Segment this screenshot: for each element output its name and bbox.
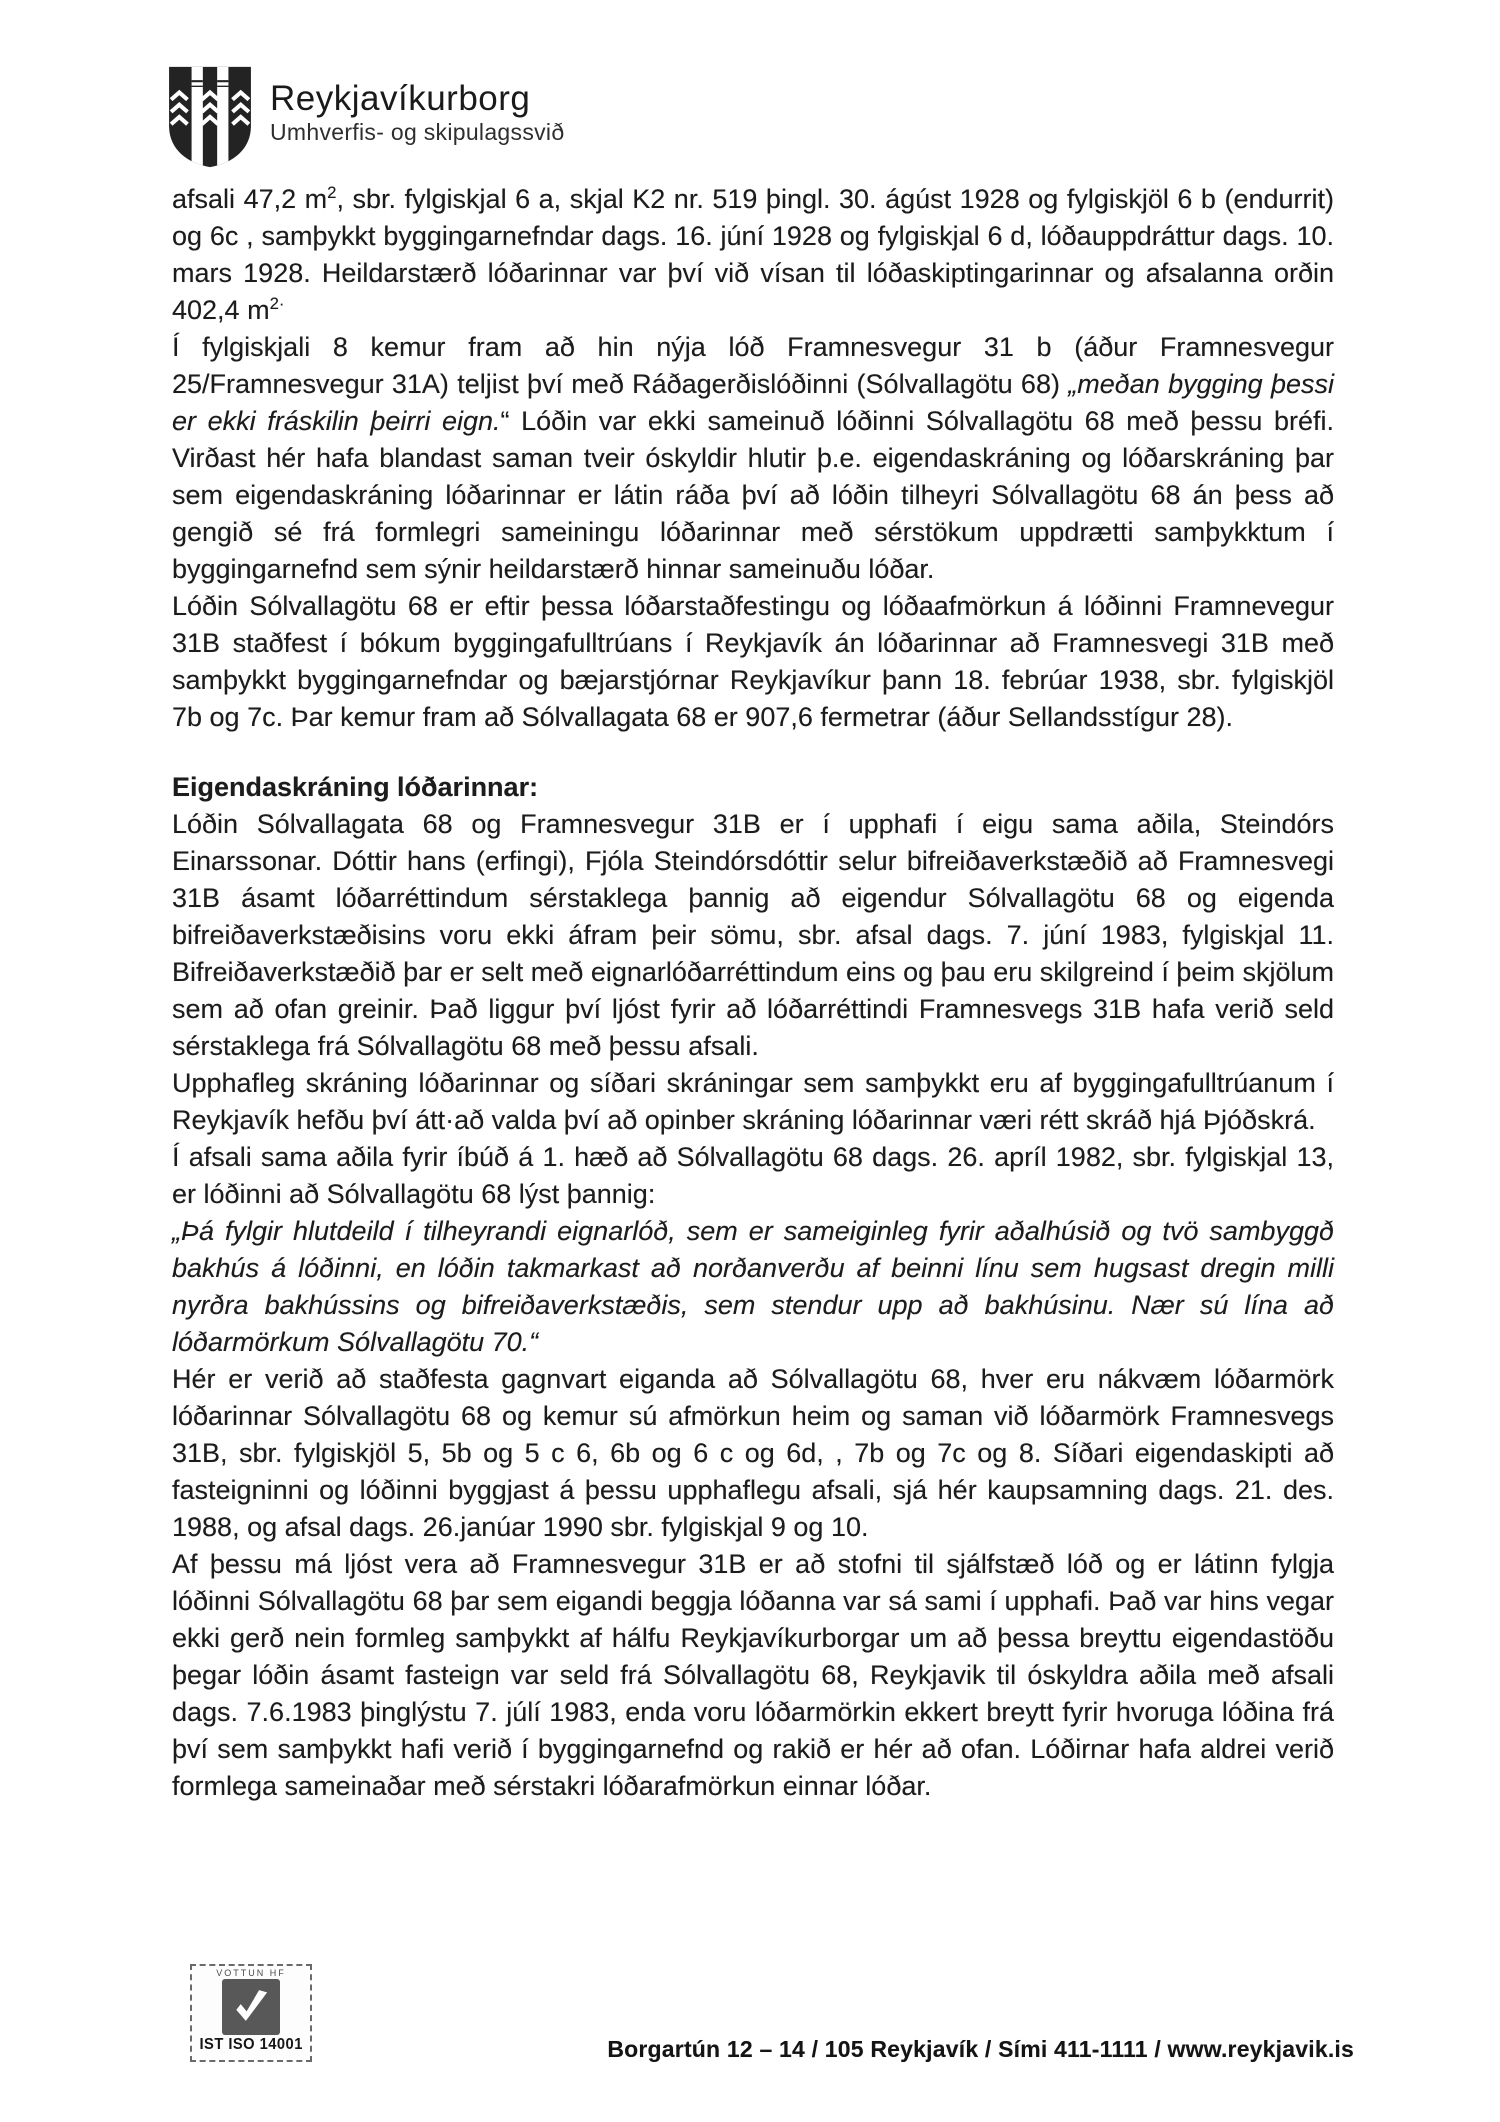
- section-heading: Eigendaskráning lóðarinnar:: [172, 772, 539, 802]
- paragraph: Upphafleg skráning lóðarinnar og síðari skráningar sem samþykkt eru af byggingafulltrúanum í Reykjavík hefðu því átt·að valda því að opinber skráning lóðarinnar væri rétt skráð hjá Þjóðskrá.: [172, 1068, 1334, 1135]
- footer-address: Borgartún 12 – 14 / 105 Reykjavík / Sími 411-1111 / www.reykjavik.is: [607, 2036, 1354, 2062]
- document-body: [172, 181, 1334, 1805]
- paragraph: Í fylgiskjali 8 kemur fram að hin nýja lóð Framnesvegur 31 b (áður Framnesvegur 25/Framnesvegur 31A) teljist því með Ráðagerðislóðinni (Sólvallagötu 68) „meðan bygging þessi er ekki fráskilin þeirri eign.“ Lóðin var ekki sameinuð lóðinni Sólvallagötu 68 með þessu bréfi. Virðast hér hafa blandast saman tveir óskyldir hlutir þ.e. eigendaskráning og lóðarskráning þar sem eigendaskráning lóðarinnar er látin ráða því að lóðin tilheyri Sólvallagötu 68 án þess að gengið sé frá formlegri sameiningu lóðarinnar með sérstökum uppdrætti samþykktum í byggingarnefnd sem sýnir heildarstærð hinnar sameinuðu lóðar.: [172, 332, 1335, 584]
- iso-certification-badge: [190, 1964, 312, 2062]
- reykjavik-coat-of-arms-icon: [166, 64, 254, 170]
- iso-standard-label: IST ISO 14001: [199, 2036, 303, 2053]
- paragraph: Lóðin Sólvallagata 68 og Framnesvegur 31B er í upphafi í eigu sama aðila, Steindórs Einarssonar. Dóttir hans (erfingi), Fjóla Steindórsdóttir selur bifreiðaverkstæðið að Framnesvegi 31B ásamt lóðarréttindum sérstaklega þannig að eigendur Sólvallagötu 68 og eigenda bifreiðaverkstæðisins voru ekki áfram þeir sömu, sbr. afsal dags. 7. júní 1983, fylgiskjal 11. Bifreiðaverkstæðið þar er selt með eignarlóðarréttindum eins og þau eru skilgreind í þeim skjölum sem að ofan greinir. Það liggur því ljóst fyrir að lóðarréttindi Framnesvegs 31B hafa verið seld sérstaklega frá Sólvallagötu 68 með þessu afsali.: [172, 809, 1334, 1061]
- paragraph: „Þá fylgir hlutdeild í tilheyrandi eignarlóð, sem er sameiginleg fyrir aðalhúsið og tvö sambyggð bakhús á lóðinni, en lóðin takmarkast að norðanverðu af beinni línu sem hugsast dregin milli nyrðra bakhússins og bifreiðaverkstæðis, sem stendur upp að bakhúsinu. Nær sú lína að lóðarmörkum Sólvallagötu 70.“: [172, 1216, 1334, 1357]
- paragraph: Lóðin Sólvallagötu 68 er eftir þessa lóðarstaðfestingu og lóðaafmörkun á lóðinni Framnevegur 31B staðfest í bókum byggingafulltrúans í Reykjavík án lóðarinnar að Framnesvegi 31B með samþykkt byggingarnefndar og bæjarstjórnar Reykjavíkur þann 18. febrúar 1938, sbr. fylgiskjöl 7b og 7c. Þar kemur fram að Sólvallagata 68 er 907,6 fermetrar (áður Sellandsstígur 28).: [172, 591, 1334, 732]
- org-name: Reykjavíkurborg: [270, 79, 531, 118]
- paragraph: Hér er verið að staðfesta gagnvart eiganda að Sólvallagötu 68, hver eru nákvæm lóðarmörk lóðarinnar Sólvallagötu 68 og kemur sú afmörkun heim og saman við lóðarmörk Framnesvegs 31B, sbr. fylgiskjöl 5, 5b og 5 c 6, 6b og 6 c og 6d, , 7b og 7c og 8. Síðari eigendaskipti að fasteigninni og lóðinni byggjast á þessu upphaflegu afsali, sjá hér kaupsamning dags. 21. des. 1988, og afsal dags. 26.janúar 1990 sbr. fylgiskjal 9 og 10.: [172, 1364, 1334, 1542]
- certifier-label: VOTTUN HF: [216, 1968, 286, 1978]
- paragraph: Af þessu má ljóst vera að Framnesvegur 31B er að stofni til sjálfstæð lóð og er látinn fylgja lóðinni Sólvallagötu 68 þar sem eigandi beggja lóðanna var sá sami í upphafi. Það var hins vegar ekki gerð nein formleg samþykkt af hálfu Reykjavíkurborgar um að þessa breyttu eigendastöðu þegar lóðin ásamt fasteign var seld frá Sólvallagötu 68, Reykjavik til óskyldra aðila með afsali dags. 7.6.1983 þinglýstu 7. júlí 1983, enda voru lóðarmörkin ekkert breytt fyrir hvoruga lóðina frá því sem samþykkt hafi verið í byggingarnefnd og rakið er hér að ofan. Lóðirnar hafa aldrei verið formlega sameinaðar með sérstakri lóðarafmörkun einnar lóðar.: [172, 1549, 1334, 1801]
- checkmark-icon: [222, 1979, 280, 2035]
- org-department: Umhverfis- og skipulagssvið: [270, 119, 565, 145]
- paragraph: Í afsali sama aðila fyrir íbúð á 1. hæð að Sólvallagötu 68 dags. 26. apríl 1982, sbr. fylgiskjal 13, er lóðinni að Sólvallagötu 68 lýst þannig:: [172, 1142, 1334, 1209]
- letterhead: [166, 64, 564, 170]
- paragraph: afsali 47,2 $m^2$, sbr. fylgiskjal 6 a, skjal K2 nr. 519 þingl. 30. ágúst 1928 og fylgiskjöl 6 b (endurrit) og 6c , samþykkt byggingarnefndar dags. 16. júní 1928 og fylgiskjal 6 d, lóðauppdráttur dags. 10. mars 1928. Heildarstærð lóðarinnar var því við vísan til lóðaskiptingarinnar og afsalanna orðin 402,4 $m^{2\cdot}$: [172, 183, 1334, 325]
